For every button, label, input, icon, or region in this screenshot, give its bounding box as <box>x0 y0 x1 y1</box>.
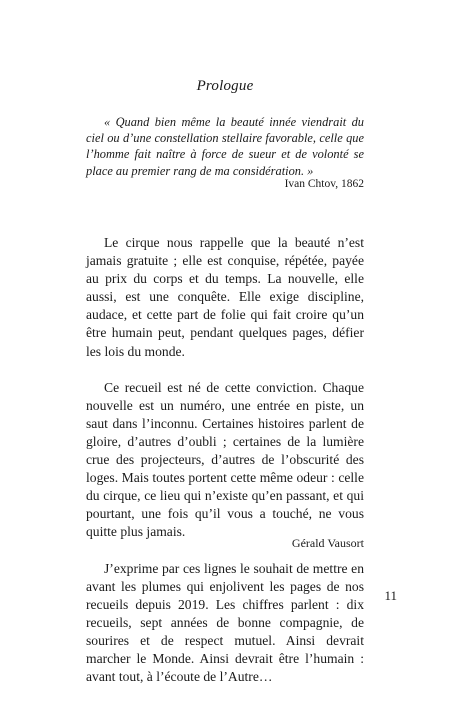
page-number: 11 <box>384 588 397 603</box>
prologue-body <box>86 234 364 704</box>
epigraph-attribution: Ivan Chtov, 1862 <box>284 178 364 190</box>
author-signature: Gérald Vausort <box>291 536 364 550</box>
epigraph-quote: « Quand bien même la beauté innée viendrait du ciel ou d’une constellation stellaire favorable, celle que l’homme fait naître à force de sueur et de volonté se place au premier rang de ma considération. » <box>86 115 364 178</box>
paragraph: Le cirque nous rappelle que la beauté n’est jamais gratuite ; elle est conquise, répétée, payée au prix du corps et du temps. La nouvelle, elle aussi, est une conquête. Elle exige discipline, audace, et cette part de folie qui fait croire qu’un être humain peut, pendant quelques pages, défier les lois du monde. <box>86 235 364 359</box>
page-title: Prologue <box>196 78 254 94</box>
paragraph: Ce recueil est né de cette conviction. Chaque nouvelle est un numéro, une entrée en piste, un saut dans l’inconnu. Certaines histoires parlent de gloire, d’autres d’oubli ; certaines de la lumière crue des projecteurs, d’autres de l’obscurité des loges. Mais toutes portent cette même odeur : celle du cirque, ce lieu qui n’existe qu’en passant, et qui pourtant, une fois qu’il vous a touché, ne vous quitte plus jamais. <box>86 379 364 540</box>
paragraph: J’exprime par ces lignes le souhait de mettre en avant les plumes qui enjolivent les pages de nos recueils depuis 2019. Les chiffres parlent : dix recueils, sept années de bonne compagnie, de sourires et de respect mutuel. Ainsi devrait marcher le Monde. Ainsi devrait être l’humain : avant tout, à l’écoute de l’Autre… <box>86 560 364 685</box>
